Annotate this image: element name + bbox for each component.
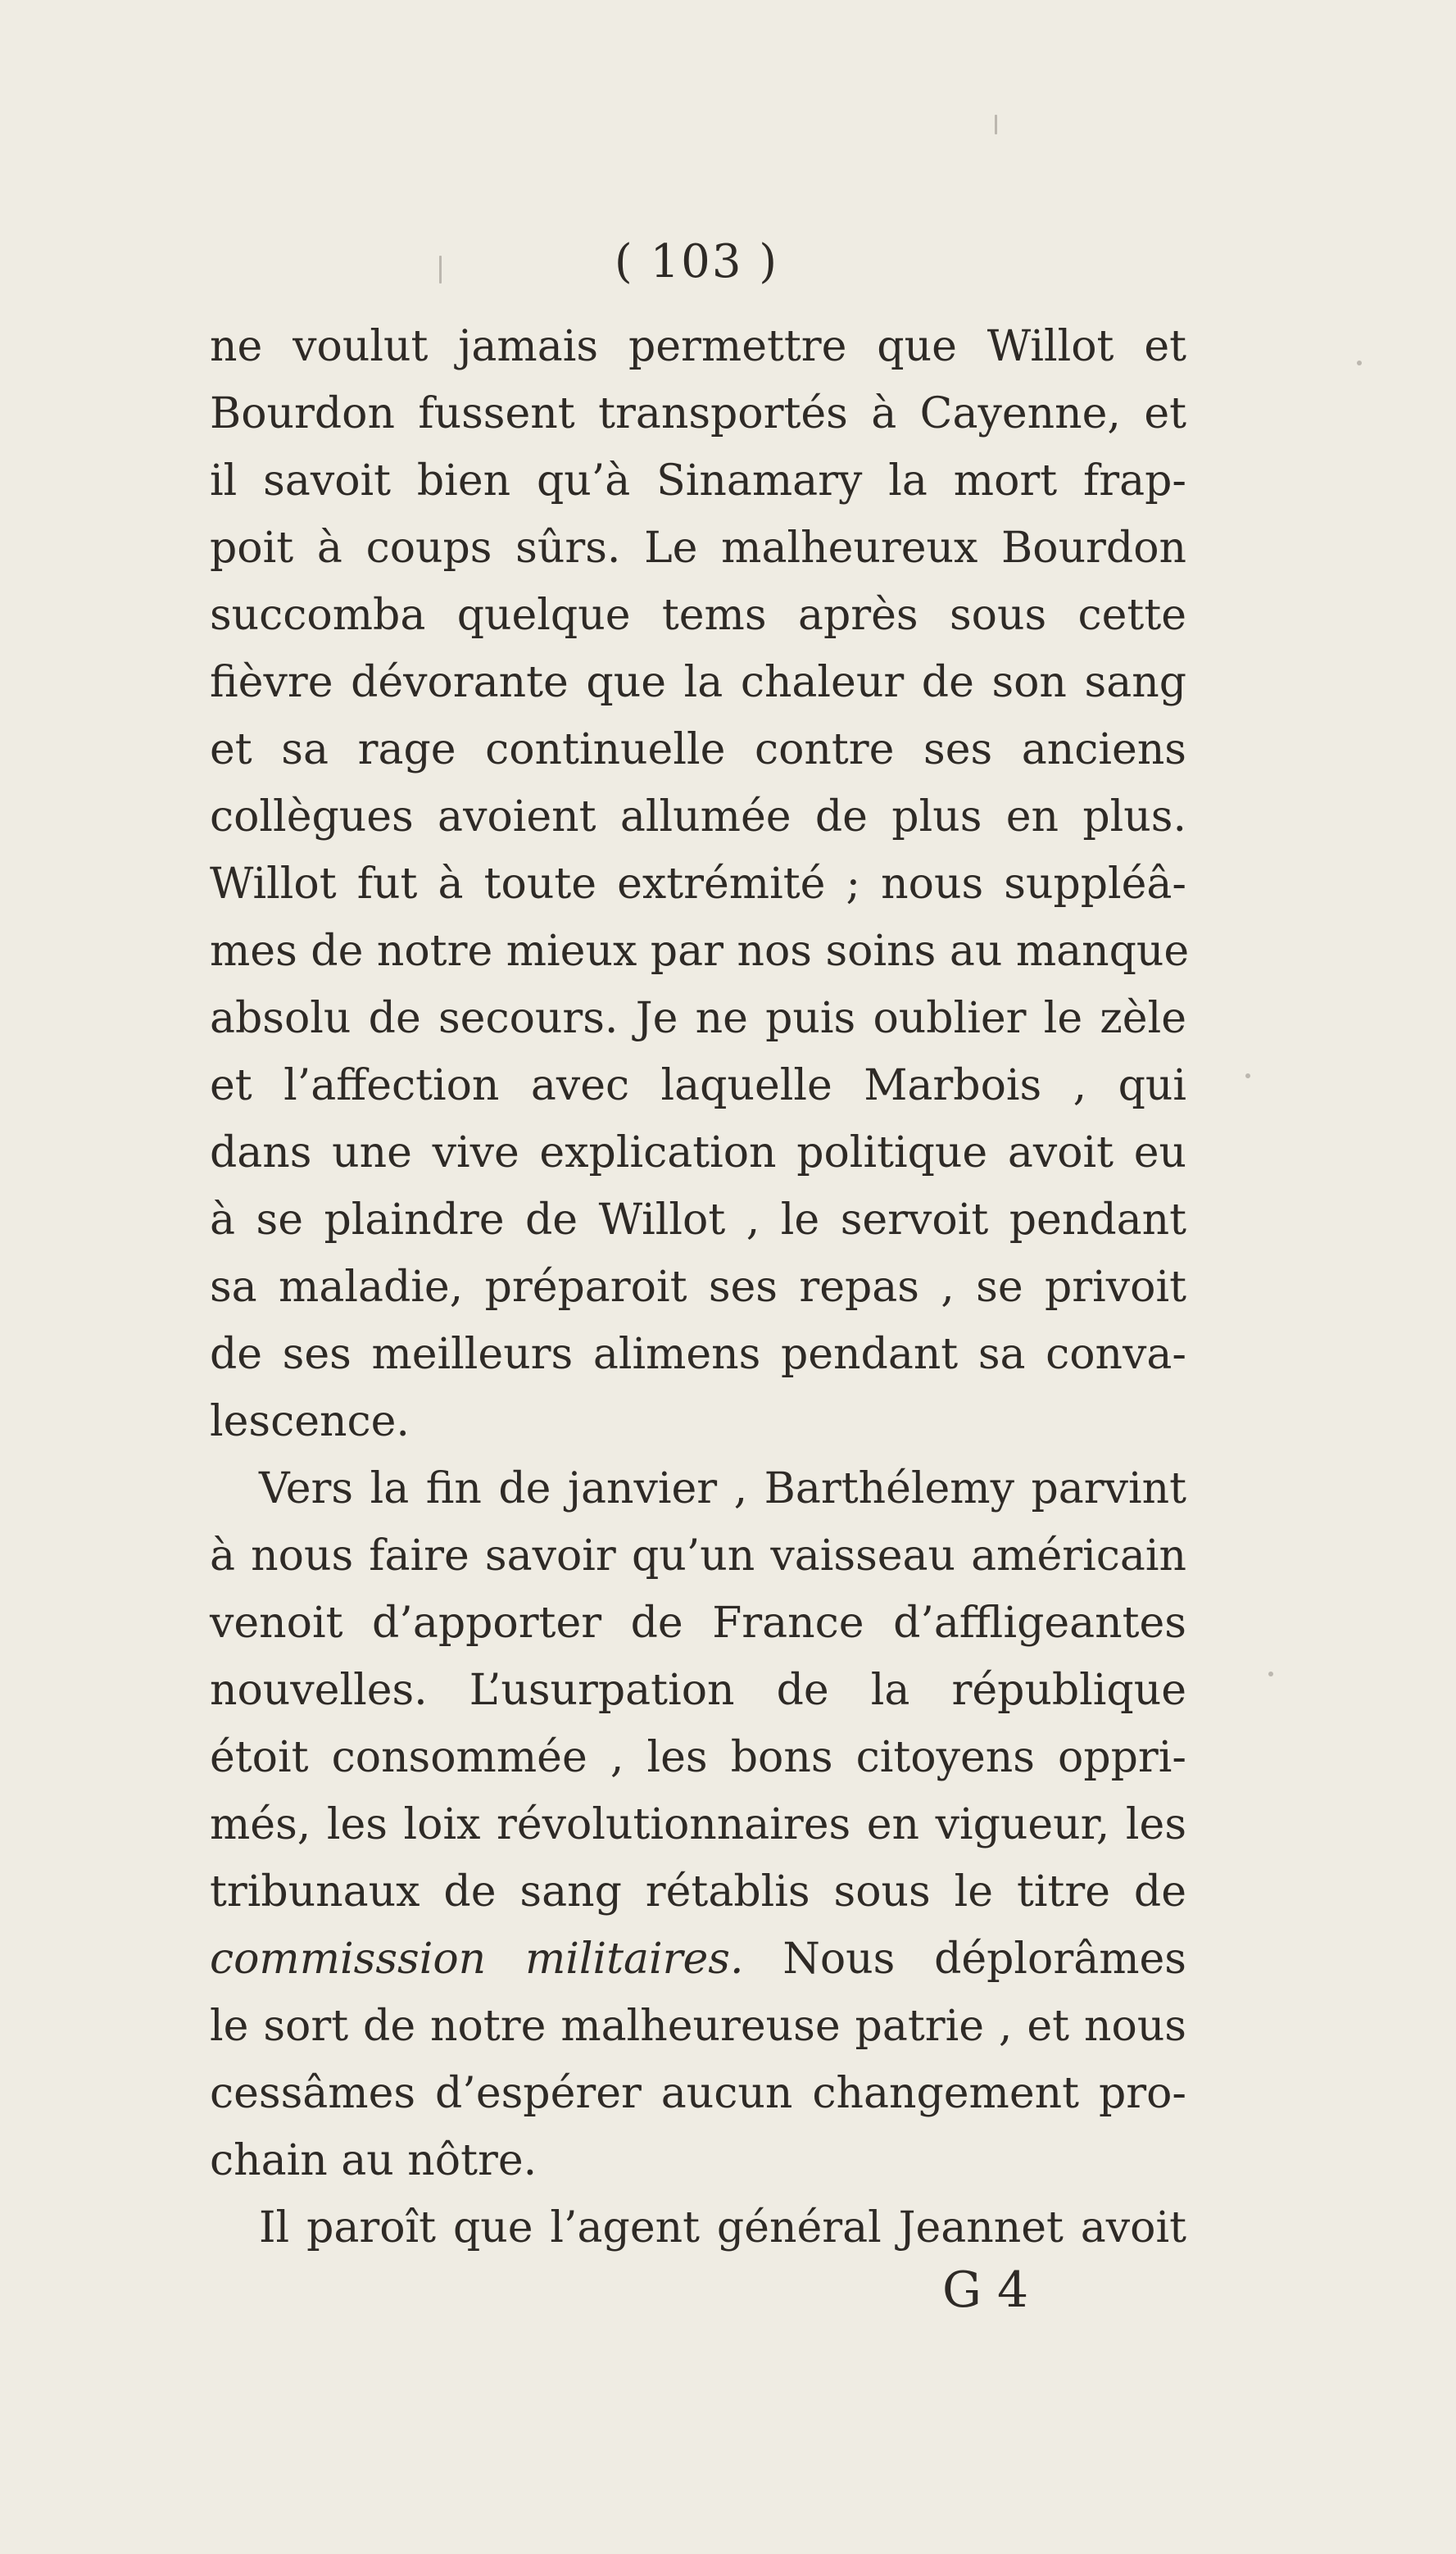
paper-mark xyxy=(995,115,997,134)
text-line-24: tribunaux de sang rétablis sous le titre de xyxy=(210,1867,1186,1917)
text-line-1: ne voulut jamais permettre que Willot et xyxy=(210,322,1186,371)
text-line-3: il savoit bien qu’à Sinamary la mort frap- xyxy=(210,456,1186,506)
text-line-2: Bourdon fussent transportés à Cayenne, et xyxy=(210,389,1186,438)
text-line-16: de ses meilleurs alimens pendant sa conva- xyxy=(210,1330,1186,1379)
text-line-19: à nous faire savoir qu’un vaisseau américain xyxy=(210,1531,1186,1581)
paper-speck xyxy=(1268,1672,1273,1676)
text-line-25-rest: Nous déplorâmes xyxy=(782,1935,1186,1984)
text-line-27: cessâmes d’espérer aucun changement pro- xyxy=(210,2069,1186,2118)
text-line-20: venoit d’apporter de France d’affligeantes xyxy=(210,1599,1186,1648)
text-line-11: absolu de secours. Je ne puis oublier le zèle xyxy=(210,994,1186,1043)
text-line-5: succomba quelque tems après sous cette xyxy=(210,591,1186,640)
text-line-4: poit à coups sûrs. Le malheureux Bourdon xyxy=(210,524,1186,573)
text-line-25 xyxy=(210,1932,1186,1986)
text-line-13: dans une vive explication politique avoit eu xyxy=(210,1128,1186,1177)
text-line-14: à se plaindre de Willot , le servoit pendant xyxy=(210,1195,1186,1245)
text-line-28: chain au nôtre. xyxy=(210,2136,537,2185)
text-line-9: Willot fut à toute extrémité ; nous suppléâ- xyxy=(210,860,1186,909)
text-line-26: le sort de notre malheureuse patrie , et nous xyxy=(210,2002,1186,2051)
page-number: ( 103 ) xyxy=(614,235,779,288)
text-line-6: fièvre dévorante que la chaleur de son sang xyxy=(210,658,1186,707)
text-line-21: nouvelles. L’usurpation de la république xyxy=(210,1666,1186,1715)
paper-mark xyxy=(439,256,442,284)
text-line-7: et sa rage continuelle contre ses anciens xyxy=(210,725,1186,774)
text-line-12: et l’affection avec laquelle Marbois , qui xyxy=(210,1061,1186,1110)
text-line-17: lescence. xyxy=(210,1397,410,1446)
text-line-18: Vers la fin de janvier , Barthélemy parvint xyxy=(259,1464,1186,1513)
text-line-8: collègues avoient allumée de plus en plus. xyxy=(210,792,1186,842)
text-line-29: Il paroît que l’agent général Jeannet avoit xyxy=(259,2203,1186,2252)
signature-mark: G 4 xyxy=(942,2261,1029,2319)
text-line-23: més, les loix révolutionnaires en vigueur, les xyxy=(210,1800,1186,1849)
paper-speck xyxy=(1357,361,1362,365)
text-line-22: étoit consommée , les bons citoyens oppri- xyxy=(210,1733,1186,1782)
paper-speck xyxy=(1245,1073,1250,1078)
italic-phrase: commisssion militaires. xyxy=(210,1935,744,1984)
text-line-10: mes de notre mieux par nos soins au manque xyxy=(210,927,1190,976)
text-line-15: sa maladie, préparoit ses repas , se privoit xyxy=(210,1263,1186,1312)
